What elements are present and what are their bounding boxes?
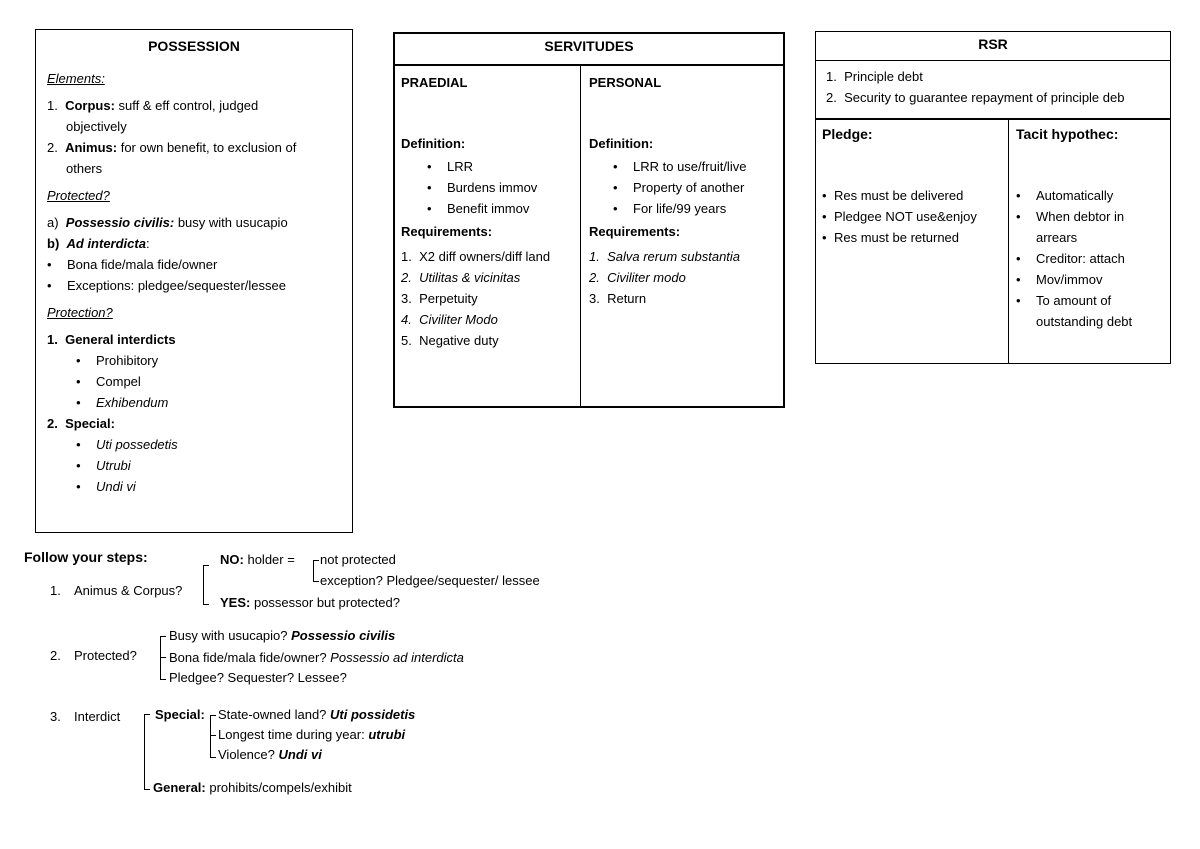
personal-req-2: Civiliter modo — [607, 270, 686, 285]
bona-fide-bullet: • Bona fide/mala fide/owner — [47, 254, 347, 275]
step2-label: Protected? — [74, 648, 137, 663]
step3-sp2-text: Longest time during year: — [218, 727, 365, 742]
animus-text: for own benefit, to exclusion of — [120, 140, 297, 155]
step1-no-bracket — [313, 560, 319, 582]
praedial-def-lrr: • LRR — [401, 156, 579, 177]
tacit-heading: Tacit hypothec: — [1016, 126, 1119, 142]
tacit-item-outstanding: outstanding debt — [1036, 314, 1133, 329]
possessio-civilis-text: busy with usucapio — [177, 215, 288, 230]
step2-num: 2. — [50, 648, 61, 663]
tacit-column: Tacit hypothec: • Automatically • When debtor in arrears • Creditor: attach • Mov/immov • To amount of outstanding debt — [1016, 124, 1166, 332]
step3-sp1-text: State-owned land? — [218, 707, 327, 722]
pledge-heading: Pledge: — [822, 126, 873, 142]
personal-column: PERSONAL Definition: • LRR to use/fruit/live • Property of another • For life/99 years Requirements: 1. Salva rerum substantia 2. Civiliter modo 3. Return — [589, 72, 779, 309]
personal-req-label: Requirements: — [589, 224, 681, 239]
praedial-def-burdens: • Burdens immov — [401, 177, 579, 198]
general-interdicts-label: General interdicts — [65, 332, 176, 347]
step3-num: 3. — [50, 709, 61, 724]
step1-no — [220, 552, 295, 567]
elements-heading: Elements: — [47, 71, 105, 86]
possessio-civilis-label: Possessio civilis: — [65, 215, 175, 230]
step2-bracket — [160, 636, 166, 680]
ad-interdicta-label: Ad interdicta — [66, 236, 146, 251]
personal-def-lrr: • LRR to use/fruit/live — [589, 156, 779, 177]
step1-no-opt2: exception? Pledgee/sequester/ lessee — [320, 573, 540, 588]
step3-special-bracket — [210, 715, 216, 758]
praedial-def-label: Definition: — [401, 136, 466, 151]
protection-heading: Protection? — [47, 305, 113, 320]
step1-yes-label: YES: — [220, 595, 251, 610]
step1-no-label: NO: — [220, 552, 244, 567]
personal-def-life: • For life/99 years — [589, 198, 779, 219]
pledge-item-not-use: Pledgee NOT use&enjoy — [834, 209, 977, 224]
step3-bracket — [144, 714, 150, 790]
rsr-item-security: Security to guarantee repayment of principle deb — [844, 90, 1125, 105]
step3-general-text: prohibits/compels/exhibit — [209, 780, 352, 795]
praedial-req-3: Perpetuity — [419, 291, 478, 306]
servitudes-box — [393, 32, 785, 408]
step3-sp3-em: Undi vi — [278, 747, 322, 762]
special-label: Special: — [65, 416, 115, 431]
praedial-column: PRAEDIAL Definition: • LRR • Burdens immov • Benefit immov Requirements: 1. X2 diff owners/diff land 2. Utilitas & vicinitas 3. Perpetuity 4. Civiliter Modo 5. Negative duty — [401, 72, 579, 351]
step2-opt1-em: Possessio civilis — [291, 628, 396, 643]
personal-heading: PERSONAL — [589, 75, 662, 90]
spec-item-undi-vi: • Undi vi — [47, 476, 347, 497]
step2-opt1-text: Busy with usucapio? — [169, 628, 288, 643]
rsr-box — [815, 31, 1171, 364]
spec-item-uti: • Uti possedetis — [47, 434, 347, 455]
step3-sp1 — [218, 707, 415, 722]
possession-box — [35, 29, 353, 533]
rsr-item-principle: Principle debt — [844, 69, 923, 84]
spec-item-utrubi: • Utrubi — [47, 455, 347, 476]
personal-req-3: Return — [607, 291, 647, 306]
rsr-title: RSR — [978, 36, 1008, 52]
pledge-column: Pledge: • Res must be delivered • Pledgee NOT use&enjoy • Res must be returned — [822, 124, 1006, 248]
tacit-item-debtor: When debtor in — [1036, 209, 1125, 224]
step3-sp2-em: utrubi — [368, 727, 406, 742]
possession-content: Elements: 1. Corpus: suff & eff control, judged objectively 2. Animus: for own benefit, to exclusion of others Protected? a) Possessio civilis: busy with usucapio b) Ad interdicta: • Bona fide/mala fide/owner • Exceptions: pledgee/sequester/lessee Protection? 1. General interdicts • Prohibitory • Compel • Exhibendum 2. Special: • Uti possedetis • Utrubi • Undi vi — [47, 68, 347, 497]
praedial-req-2: Utilitas & vicinitas — [419, 270, 521, 285]
step3-sp2 — [218, 727, 405, 742]
step3-general — [153, 780, 352, 795]
servitudes-title: SERVITUDES — [544, 38, 634, 54]
step1-label: Animus & Corpus? — [74, 583, 183, 598]
tacit-item-arrears: arrears — [1036, 230, 1078, 245]
step3-sp3-text: Violence? — [218, 747, 275, 762]
praedial-req-5: Negative duty — [419, 333, 499, 348]
possession-title: POSSESSION — [148, 38, 240, 54]
personal-def-label: Definition: — [589, 136, 654, 151]
praedial-req-4: Civiliter Modo — [419, 312, 498, 327]
step1-bracket — [203, 565, 209, 605]
ad-interdicta-colon: : — [145, 236, 150, 251]
personal-def-property: • Property of another — [589, 177, 779, 198]
animus-label: Animus: — [65, 140, 118, 155]
step2-opt2 — [169, 650, 464, 665]
protected-heading: Protected? — [47, 188, 110, 203]
praedial-def-benefit: • Benefit immov — [401, 198, 579, 219]
pledge-item-delivered: Res must be delivered — [834, 188, 964, 203]
personal-req-1: Salva rerum substantia — [607, 249, 741, 264]
tacit-item-creditor: Creditor: attach — [1036, 251, 1125, 266]
rsr-list: 1. Principle debt 2. Security to guarantee repayment of principle deb — [826, 69, 1125, 105]
exceptions-bullet: • Exceptions: pledgee/sequester/lessee — [47, 275, 347, 296]
corpus-text-cont: objectively — [66, 119, 127, 134]
gen-item-compel: • Compel — [47, 371, 347, 392]
gen-item-exhibendum: • Exhibendum — [47, 392, 347, 413]
step1-yes-text: possessor but protected? — [253, 595, 400, 610]
tacit-item-mov: Mov/immov — [1036, 272, 1103, 287]
step1-yes — [220, 595, 400, 610]
step3-label: Interdict — [74, 709, 121, 724]
step2-opt1 — [169, 628, 395, 643]
pledge-item-returned: Res must be returned — [834, 230, 960, 245]
steps-heading: Follow your steps: — [24, 549, 148, 565]
corpus-text: suff & eff control, judged — [118, 98, 259, 113]
step3-sp3 — [218, 747, 322, 762]
step2-opt3: Pledgee? Sequester? Lessee? — [169, 670, 347, 685]
step3-sp1-em: Uti possidetis — [330, 707, 416, 722]
step3-general-label: General: — [153, 780, 206, 795]
praedial-heading: PRAEDIAL — [401, 75, 468, 90]
step2-opt2-em: Possessio ad interdicta — [330, 650, 464, 665]
step2-opt2-text: Bona fide/mala fide/owner? — [169, 650, 327, 665]
step1-no-text: holder = — [247, 552, 295, 567]
tacit-item-auto: Automatically — [1036, 188, 1114, 203]
corpus-label: Corpus: — [65, 98, 115, 113]
animus-text-cont: others — [66, 161, 103, 176]
tacit-item-amount: To amount of — [1036, 293, 1112, 308]
step3-special-label: Special: — [155, 707, 205, 722]
gen-item-prohibitory: • Prohibitory — [47, 350, 347, 371]
step1-num: 1. — [50, 583, 61, 598]
step1-no-opt1: not protected — [320, 552, 396, 567]
praedial-req-label: Requirements: — [401, 224, 493, 239]
praedial-req-1: X2 diff owners/diff land — [419, 249, 551, 264]
